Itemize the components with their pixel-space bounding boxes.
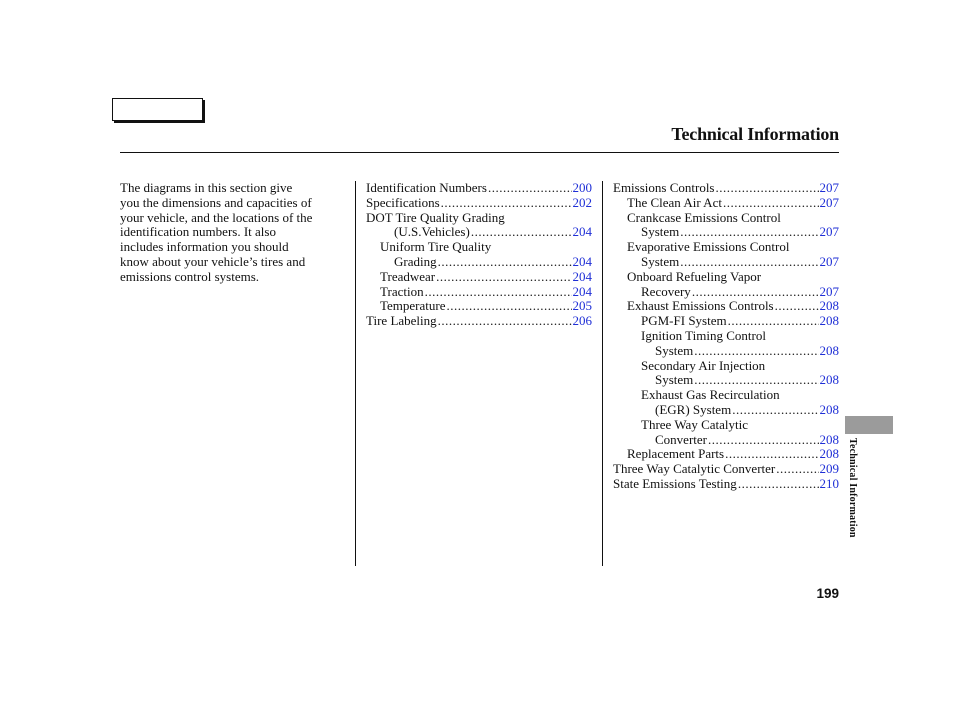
toc-entry-label: State Emissions Testing [613,475,737,491]
toc-entry-secondary-air-injection [613,359,839,374]
leader-dots [437,255,572,270]
toc-entry-label: Three Way Catalytic [641,416,749,432]
header-box [112,98,203,121]
column-divider-2 [602,181,603,566]
toc-entry-label: Identification Numbers [366,180,487,195]
toc-entry-traction[interactable] [366,285,592,300]
toc-entry-ignition-timing-control [613,329,839,344]
toc-entry-label: System [641,224,680,240]
toc-entry-label: Ignition Timing Control [641,327,766,343]
toc-entry-onboard-refueling-vapor [613,270,839,285]
toc-entry-label: Three Way Catalytic Converter [613,461,776,477]
leader-dots [707,433,819,448]
toc-entry-dot-tire-quality-grading [366,211,592,226]
toc-page-link[interactable]: 207 [819,224,839,240]
section-tab[interactable] [845,416,893,434]
page-title: Technical Information [671,124,839,144]
toc-entry-label: Tire Labeling [366,313,437,329]
leader-dots [693,373,818,388]
toc-entry-label: Crankcase Emissions Control [627,209,781,225]
toc-page-link[interactable]: 208 [819,401,839,417]
toc-page-link[interactable]: 204 [572,224,592,240]
leader-dots [440,196,572,211]
toc-entry-label: Exhaust Gas Recirculation [641,387,780,403]
toc-entry-specifications[interactable] [366,196,592,211]
leader-dots [679,225,818,240]
toc-entry-label: Grading [394,253,437,269]
section-tab-label: Technical Information [847,438,858,538]
toc-entry-recovery[interactable] [613,285,839,300]
leader-dots [724,447,818,462]
toc-entry-crankcase-system[interactable] [613,225,839,240]
toc-entry-us-vehicles[interactable] [366,225,592,240]
toc-page-link[interactable]: 210 [819,475,839,491]
toc-page-link[interactable]: 208 [819,298,839,314]
intro-line: emissions control systems. [120,268,260,284]
toc-entry-converter[interactable] [613,433,839,448]
leader-dots [679,255,818,270]
intro-line: identification numbers. It also [120,224,276,240]
toc-entry-label: Replacement Parts [627,446,725,462]
toc-entry-label: System [641,253,680,269]
leader-dots [775,462,818,477]
toc-entry-label: Evaporative Emissions Control [627,239,790,255]
toc-entry-uniform-tire-quality [366,240,592,255]
intro-line: The diagrams in this section give [120,180,293,195]
toc-column-emissions [613,181,839,492]
toc-entry-secondary-air-system[interactable] [613,373,839,388]
toc-entry-treadwear[interactable] [366,270,592,285]
toc-page-link[interactable]: 200 [572,180,592,195]
toc-entry-crankcase-emissions-control [613,211,839,226]
toc-page-link[interactable]: 204 [572,268,592,284]
toc-entry-tire-labeling[interactable] [366,314,592,329]
title-divider [120,152,839,153]
toc-entry-label: System [655,342,694,358]
toc-page-link[interactable]: 209 [819,461,839,477]
toc-entry-replacement-parts[interactable] [613,447,839,462]
toc-entry-label: Secondary Air Injection [641,357,766,373]
leader-dots [446,299,572,314]
toc-page-link[interactable]: 206 [572,313,592,329]
toc-page-link[interactable]: 208 [819,372,839,388]
toc-entry-label: DOT Tire Quality Grading [366,209,505,225]
toc-entry-label: Specifications [366,194,440,210]
toc-entry-label: Onboard Refueling Vapor [627,268,762,284]
toc-page-link[interactable]: 204 [572,253,592,269]
intro-line: you the dimensions and capacities of [120,194,312,210]
leader-dots [737,477,819,492]
toc-entry-label: Emissions Controls [613,180,715,195]
leader-dots [470,225,572,240]
leader-dots [731,403,818,418]
toc-entry-evaporative-emissions-control [613,240,839,255]
intro-paragraph [120,181,346,285]
toc-page-link[interactable]: 207 [819,283,839,299]
toc-page-link[interactable]: 208 [819,446,839,462]
toc-entry-exhaust-gas-recirculation [613,388,839,403]
leader-dots [691,285,819,300]
toc-page-link[interactable]: 207 [819,253,839,269]
toc-page-link[interactable]: 202 [572,194,592,210]
toc-entry-evaporative-system[interactable] [613,255,839,270]
toc-entry-label: The Clean Air Act [627,194,722,210]
toc-entry-label: (EGR) System [655,401,732,417]
toc-entry-pgm-fi-system[interactable] [613,314,839,329]
intro-line: includes information you should [120,239,289,255]
toc-page-link[interactable]: 208 [819,431,839,447]
toc-entry-temperature[interactable] [366,299,592,314]
toc-entry-three-way-catalytic [613,418,839,433]
toc-page-link[interactable]: 208 [819,313,839,329]
toc-page-link[interactable]: 207 [819,180,839,195]
leader-dots [715,181,819,196]
leader-dots [435,270,571,285]
toc-entry-label: (U.S.Vehicles) [394,224,470,240]
toc-entry-label: Treadwear [380,268,436,284]
toc-entry-label: Uniform Tire Quality [380,239,492,255]
toc-page-link[interactable]: 207 [819,194,839,210]
toc-entry-label: System [655,372,694,388]
column-divider-1 [355,181,356,566]
toc-page-link[interactable]: 208 [819,342,839,358]
toc-entry-label: Traction [380,283,424,299]
toc-column-identification [366,181,592,329]
leader-dots [487,181,572,196]
toc-entry-clean-air-act[interactable] [613,196,839,211]
toc-entry-label: PGM-FI System [641,313,727,329]
toc-entry-grading[interactable] [366,255,592,270]
toc-entry-label: Temperature [380,298,446,314]
toc-entry-exhaust-emissions-controls[interactable] [613,299,839,314]
toc-page-link[interactable]: 205 [572,298,592,314]
leader-dots [693,344,818,359]
toc-entry-egr-system[interactable] [613,403,839,418]
leader-dots [424,285,572,300]
leader-dots [722,196,819,211]
leader-dots [774,299,819,314]
toc-entry-label: Recovery [641,283,691,299]
toc-entry-label: Exhaust Emissions Controls [627,298,774,314]
toc-entry-three-way-catalytic-converter[interactable] [613,462,839,477]
toc-entry-label: Converter [655,431,707,447]
toc-entry-identification-numbers[interactable] [366,181,592,196]
toc-entry-emissions-controls[interactable] [613,181,839,196]
leader-dots [437,314,572,329]
toc-entry-ignition-system[interactable] [613,344,839,359]
leader-dots [727,314,819,329]
intro-line: know about your vehicle’s tires and [120,253,306,269]
toc-entry-state-emissions-testing[interactable] [613,477,839,492]
page-number: 199 [816,586,839,601]
intro-line: your vehicle, and the locations of the [120,209,313,225]
toc-page-link[interactable]: 204 [572,283,592,299]
